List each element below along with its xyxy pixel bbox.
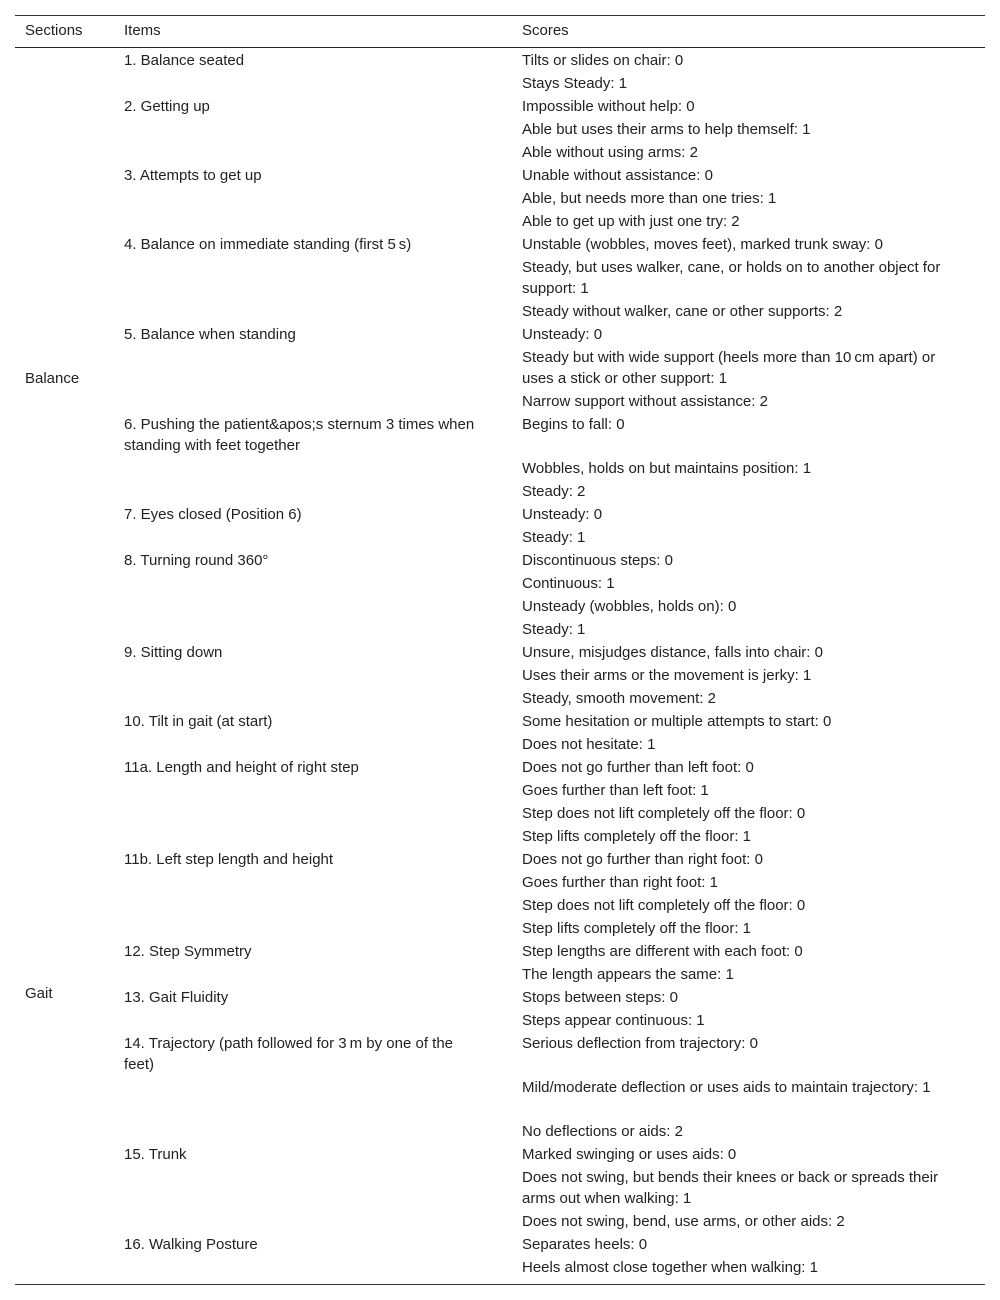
score-cell: Does not swing, bend, use arms, or other aids: 2 (522, 1213, 845, 1230)
item-cell: 15. Trunk (124, 1146, 187, 1163)
score-cell: Step lengths are different with each foot: 0 (522, 943, 803, 960)
score-cell: Marked swinging or uses aids: 0 (522, 1146, 737, 1163)
section-gait: Gait (25, 985, 53, 1002)
score-cell: Unstable (wobbles, moves feet), marked trunk sway: 0 (522, 236, 883, 253)
score-cell: Steady, but uses walker, cane, or holds on to another object for support: 1 (522, 259, 941, 297)
score-cell: Steady without walker, cane or other supports: 2 (522, 303, 843, 320)
section-balance: Balance (25, 370, 80, 387)
score-cell: Steps appear continuous: 1 (522, 1012, 705, 1029)
score-cell: No deflections or aids: 2 (522, 1123, 683, 1140)
score-cell: Unsure, misjudges distance, falls into chair: 0 (522, 644, 823, 661)
score-cell: Narrow support without assistance: 2 (522, 393, 768, 410)
score-cell: Goes further than left foot: 1 (522, 782, 709, 799)
header-items: Items (124, 22, 161, 39)
item-cell: 3. Attempts to get up (124, 167, 262, 184)
score-cell: Does not go further than right foot: 0 (522, 851, 763, 868)
score-cell: Unable without assistance: 0 (522, 167, 713, 184)
score-cell: Separates heels: 0 (522, 1236, 648, 1253)
score-cell: Does not hesitate: 1 (522, 736, 656, 753)
score-cell: Step lifts completely off the floor: 1 (522, 828, 752, 845)
score-cell: Stays Steady: 1 (522, 75, 628, 92)
score-cell: Unsteady: 0 (522, 506, 603, 523)
score-cell: Able but uses their arms to help themself: 1 (522, 121, 811, 138)
item-cell: 7. Eyes closed (Position 6) (124, 506, 302, 523)
table-top-rule (15, 15, 985, 16)
score-cell: Able without using arms: 2 (522, 144, 698, 161)
score-cell: Serious deflection from trajectory: 0 (522, 1035, 758, 1052)
header-sections: Sections (25, 22, 83, 39)
score-cell: Does not go further than left foot: 0 (522, 759, 754, 776)
item-cell: 4. Balance on immediate standing (first 5 s) (124, 236, 412, 253)
item-cell: 12. Step Symmetry (124, 943, 252, 960)
score-cell: Step lifts completely off the floor: 1 (522, 920, 752, 937)
score-cell: Stops between steps: 0 (522, 989, 678, 1006)
score-cell: Does not swing, but bends their knees or back or spreads their arms out when walking: 1 (522, 1169, 939, 1207)
header-scores: Scores (522, 22, 569, 39)
score-cell: Unsteady: 0 (522, 326, 603, 343)
item-cell: 9. Sitting down (124, 644, 223, 661)
item-cell: 11b. Left step length and height (124, 851, 334, 868)
score-cell: Uses their arms or the movement is jerky: 1 (522, 667, 812, 684)
table-bottom-rule (15, 1284, 985, 1285)
score-cell: Discontinuous steps: 0 (522, 552, 673, 569)
score-cell: Able, but needs more than one tries: 1 (522, 190, 777, 207)
item-cell: 1. Balance seated (124, 52, 245, 69)
item-cell: 16. Walking Posture (124, 1236, 258, 1253)
item-cell: 8. Turning round 360° (124, 552, 269, 569)
item-cell: 6. Pushing the patient&apos;s sternum 3 times when standing with feet together (124, 416, 475, 454)
score-cell: Able to get up with just one try: 2 (522, 213, 740, 230)
score-cell: Some hesitation or multiple attempts to start: 0 (522, 713, 832, 730)
score-cell: Wobbles, holds on but maintains position: 1 (522, 460, 812, 477)
score-cell: Step does not lift completely off the floor: 0 (522, 897, 806, 914)
item-cell: 11a. Length and height of right step (124, 759, 359, 776)
score-cell: The length appears the same: 1 (522, 966, 734, 983)
score-cell: Begins to fall: 0 (522, 416, 625, 433)
item-cell: 14. Trajectory (path followed for 3 m by one of the feet) (124, 1035, 454, 1073)
score-cell: Heels almost close together when walking: 1 (522, 1259, 818, 1276)
score-cell: Steady but with wide support (heels more than 10 cm apart) or uses a stick or other support: 1 (522, 349, 936, 387)
item-cell: 5. Balance when standing (124, 326, 296, 343)
score-cell: Step does not lift completely off the floor: 0 (522, 805, 806, 822)
score-cell: Unsteady (wobbles, holds on): 0 (522, 598, 737, 615)
item-cell: 2. Getting up (124, 98, 210, 115)
score-cell: Tilts or slides on chair: 0 (522, 52, 684, 69)
score-cell: Steady, smooth movement: 2 (522, 690, 716, 707)
score-cell: Impossible without help: 0 (522, 98, 695, 115)
item-cell: 13. Gait Fluidity (124, 989, 229, 1006)
score-cell: Steady: 1 (522, 529, 586, 546)
header-rule (15, 47, 985, 48)
score-cell: Continuous: 1 (522, 575, 615, 592)
score-cell: Goes further than right foot: 1 (522, 874, 718, 891)
score-cell: Mild/moderate deflection or uses aids to maintain trajectory: 1 (522, 1079, 931, 1096)
score-cell: Steady: 1 (522, 621, 586, 638)
item-cell: 10. Tilt in gait (at start) (124, 713, 273, 730)
score-cell: Steady: 2 (522, 483, 586, 500)
